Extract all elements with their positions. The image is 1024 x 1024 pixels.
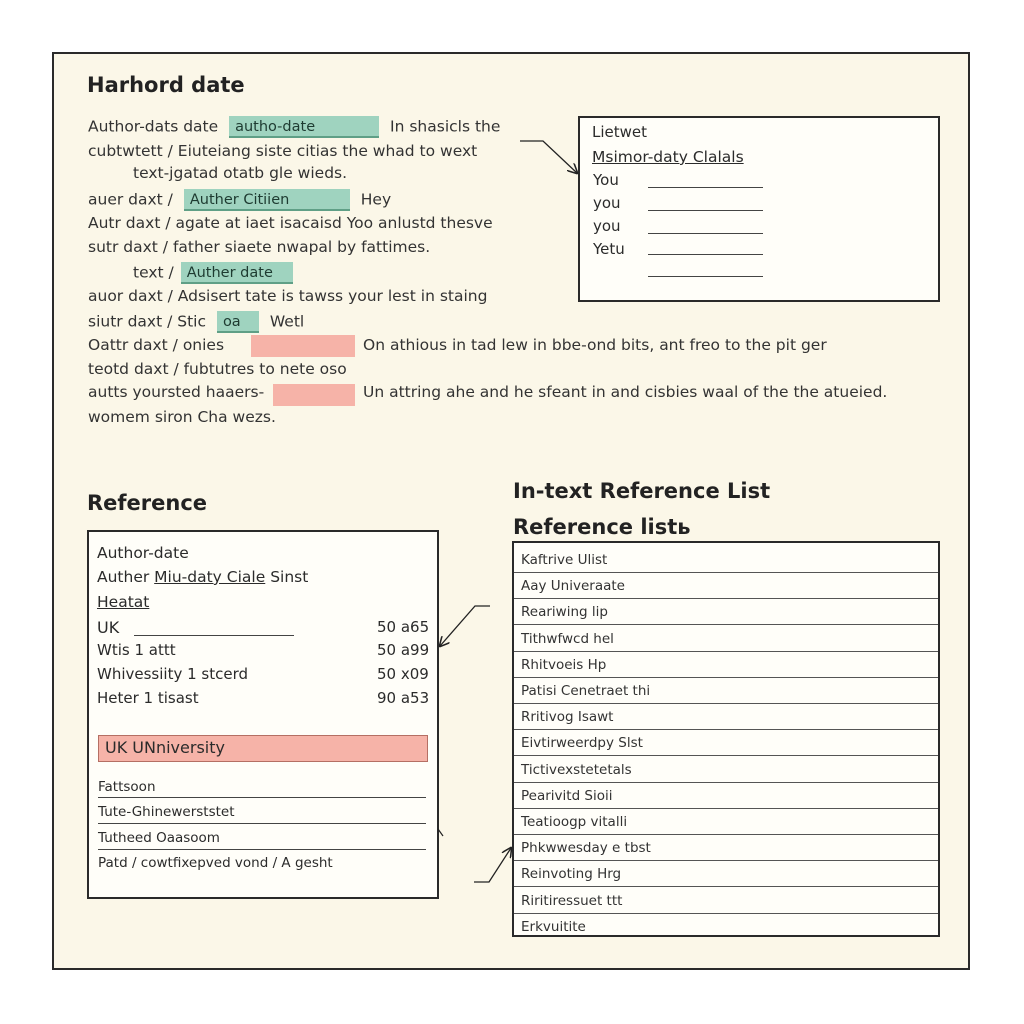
text-line-13: womem siron Cha wezs. (88, 408, 276, 426)
reference-list-row: Erkvuitite (521, 918, 586, 935)
arrow-to-reference-box (440, 606, 490, 646)
example-list-row-2: you (593, 194, 621, 212)
reference-list-row: Riritiressuet ttt (514, 888, 938, 914)
reference-box-line-2-post: Sinst (265, 568, 309, 586)
example-list-subtitle: Msimor-daty Clalals (592, 148, 744, 166)
reference-row-1-label: UK (97, 618, 120, 637)
reference-list-item-2: Tute-Ghinewerststet (98, 804, 235, 820)
tick-mark (438, 829, 443, 836)
highlight-green-3: Auther date (181, 262, 293, 284)
reference-list-row: Eivtirweerdpy Slst (514, 730, 938, 756)
text-line-1-post: In shasicls the (390, 117, 501, 136)
section-title-harvard-date: Harhord date (87, 73, 245, 97)
reference-list-item-3: Tutheed Oaasoom (98, 830, 220, 846)
reference-row-4-value: 90 a53 (377, 689, 430, 707)
reference-list-row: Tithwfwcd hel (514, 626, 938, 652)
arrow-to-reference-list (474, 848, 511, 882)
reference-list-row: Reinvoting Hrg (514, 861, 938, 887)
reference-box-line-1: Author-date (97, 544, 189, 562)
text-line-1-pre: Author-dats date (88, 117, 219, 136)
reference-row-2-value: 50 a99 (377, 641, 430, 659)
reference-box-line-3: Heatat (97, 593, 150, 611)
text-line-4-post: Hey (360, 190, 392, 209)
highlight-green-1: autho-date (229, 116, 379, 138)
arrow-to-example-list (520, 141, 577, 173)
reference-list-row: Aay Univeraate (514, 573, 938, 599)
reference-row-4-label: Heter 1 tisast (97, 689, 199, 707)
text-line-9-post: Wetl (269, 312, 305, 331)
section-subtitle-reference-list: Reference listь (513, 515, 691, 539)
text-line-9-pre: siutr daxt / Stic (88, 312, 206, 331)
text-line-10-post: On athious in tad lew in bbe-ond bits, ant freo to the pit ger (363, 336, 827, 354)
text-line-12-post: Un attring ahe and he sfeant in and cisbies waal of the the atueied. (363, 383, 888, 401)
example-list-row-4: Yetu (593, 240, 625, 258)
reference-list-row: Kaftrive Ulist (514, 547, 938, 573)
reference-list-row: Teatioogp vitalli (514, 809, 938, 835)
reference-list-row: Pearivitd Sioii (514, 783, 938, 809)
section-title-reference: Reference (87, 491, 208, 515)
reference-list-item-4: Patd / cowtfixepved vond / A gesht (98, 855, 333, 871)
reference-row-2-label: Wtis 1 attt (97, 641, 176, 659)
text-line-8: auor daxt / Adsisert tate is tawss your lest in staing (88, 287, 488, 305)
reference-box-line-2-underlined: Miu-daty Ciale (154, 568, 266, 586)
text-line-2: cubtwtett / Eiuteiang siste citias the whad to wext (88, 142, 478, 160)
reference-row-1-value: 50 a65 (377, 618, 430, 636)
highlight-green-2: Auther Citiien (184, 189, 350, 211)
reference-list-row: Tictivexstetetals (514, 757, 938, 783)
reference-list-item-1: Fattsoon (98, 779, 156, 795)
text-line-5: Autr daxt / agate at iaet isacaisd Yoo anlustd thesve (88, 214, 493, 232)
example-list-row-3: you (593, 217, 621, 235)
reference-list-row: Reariwing lip (514, 599, 938, 625)
reference-list-row: Patisi Cenetraet thi (514, 678, 938, 704)
reference-row-3-label: Whivessiity 1 stcerd (97, 665, 249, 683)
text-line-11: teotd daxt / fubtutres to nete oso (88, 360, 347, 378)
text-line-7-pre: text / (133, 263, 174, 282)
reference-box-line-2-pre: Auther (97, 568, 155, 586)
text-line-10: Oattr daxt / onies (88, 336, 225, 354)
highlight-green-4: oa (217, 311, 259, 333)
text-line-12: autts yoursted haaers- (88, 383, 265, 401)
reference-row-3-value: 50 x09 (377, 665, 429, 683)
text-line-3: text-jgatad otatb gle wieds. (133, 164, 348, 182)
reference-list-row: Rritivog Isawt (514, 704, 938, 730)
uk-university-highlight: UK UNniversity (98, 735, 428, 762)
reference-list-row: Phkwwesday e tbst (514, 835, 938, 861)
reference-list-row: Rhitvoeis Hp (514, 652, 938, 678)
text-line-4-pre: auer daxt / (88, 190, 173, 209)
example-list-row-1: You (593, 171, 619, 189)
example-list-title: Lietwet (592, 123, 648, 141)
text-line-6: sutr daxt / father siaete nwapal by fattimes. (88, 238, 431, 256)
section-title-in-text-reference-list: In-text Reference List (513, 479, 771, 503)
